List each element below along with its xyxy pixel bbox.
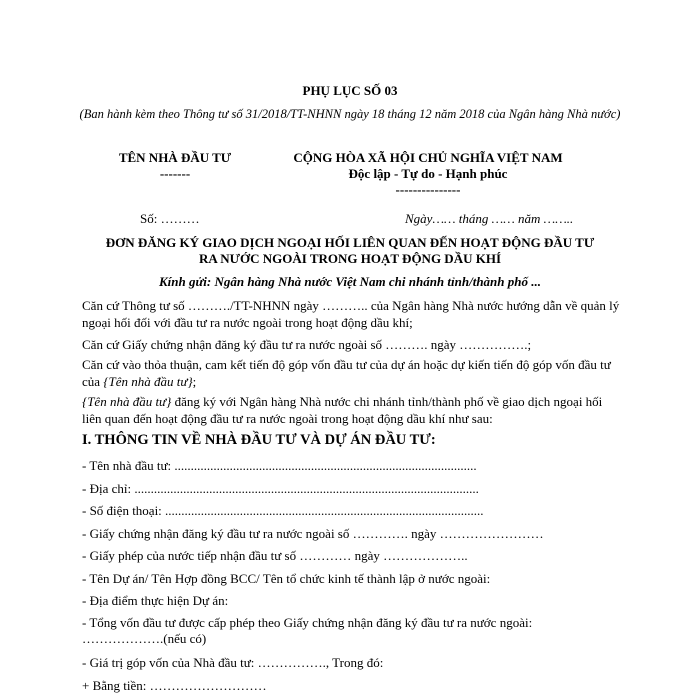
basis-3-end: ; bbox=[192, 374, 197, 389]
investor-name-placeholder: {Tên nhà đầu tư} bbox=[82, 394, 172, 409]
field-cash: + Bằng tiền: ……………………… bbox=[82, 678, 267, 693]
appendix-title: PHỤ LỤC SỐ 03 bbox=[302, 83, 398, 98]
field-contribution: - Giá trị góp vốn của Nhà đầu tư: ……………., Trong đó: bbox=[82, 655, 384, 670]
field-location: - Địa điểm thực hiện Dự án: bbox=[82, 593, 229, 608]
basis-3-text: Căn cứ vào thỏa thuận, cam kết tiến độ góp vốn đầu tư của dự án hoặc dự kiến tiến độ góp vốn đầu tư của bbox=[82, 357, 611, 389]
motto-divider: --------------- bbox=[395, 182, 461, 197]
basis-paragraph-3 bbox=[82, 356, 622, 390]
field-investor-name: - Tên nhà đầu tư: ............................................................................................. bbox=[82, 458, 477, 473]
addressee: Kính gửi: Ngân hàng Nhà nước Việt Nam chi nhánh tỉnh/thành phố ... bbox=[159, 274, 541, 289]
republic-name: CỘNG HÒA XÃ HỘI CHỦ NGHĨA VIỆT NAM bbox=[293, 150, 563, 165]
form-title-line-1: ĐƠN ĐĂNG KÝ GIAO DỊCH NGOẠI HỐI LIÊN QUAN ĐẾN HOẠT ĐỘNG ĐẦU TƯ bbox=[105, 235, 595, 250]
field-investment-certificate: - Giấy chứng nhận đăng ký đầu tư ra nước ngoài số …………. ngày …………………… bbox=[82, 526, 544, 541]
section-1-heading: I. THÔNG TIN VỀ NHÀ ĐẦU TƯ VÀ DỰ ÁN ĐẦU TƯ: bbox=[82, 432, 436, 448]
investor-name-header: TÊN NHÀ ĐẦU TƯ bbox=[118, 150, 232, 165]
field-project-name: - Tên Dự án/ Tên Hợp đồng BCC/ Tên tổ chức kinh tế thành lập ở nước ngoài: bbox=[82, 571, 491, 586]
basis-paragraph-1: Căn cứ Thông tư số ………./TT-NHNN ngày ……….. của Ngân hàng Nhà nước hướng dẫn về quản lý ngoại hối đối với đầu tư ra nước ngoài trong hoạt động dầu khí; bbox=[82, 298, 620, 330]
investor-divider: ------- bbox=[159, 166, 191, 181]
field-total-capital-note: ……………….(nếu có) bbox=[82, 631, 207, 646]
national-motto: Độc lập - Tự do - Hạnh phúc bbox=[348, 166, 508, 181]
field-address: - Địa chỉ: .......................................................................................................... bbox=[82, 481, 479, 496]
basis-paragraph-2: Căn cứ Giấy chứng nhận đăng ký đầu tư ra nước ngoài số ………. ngày …………….; bbox=[82, 337, 532, 352]
field-total-capital: - Tổng vốn đầu tư được cấp phép theo Giấy chứng nhận đăng ký đầu tư ra nước ngoài: bbox=[82, 615, 533, 630]
field-host-license: - Giấy phép của nước tiếp nhận đầu tư số ………… ngày ……………….. bbox=[82, 548, 468, 563]
document-number: Số: ……… bbox=[140, 211, 200, 226]
investor-name-placeholder: {Tên nhà đầu tư} bbox=[103, 374, 193, 389]
registration-text: đăng ký với Ngân hàng Nhà nước chi nhánh tỉnh/thành phố về giao dịch ngoại hối liên quan đến hoạt động đầu tư ra nước ngoài trong hoạt động dầu khí như sau: bbox=[82, 394, 603, 426]
field-phone: - Số điện thoại: .................................................................................................. bbox=[82, 503, 484, 518]
registration-paragraph bbox=[82, 393, 622, 427]
document-date: Ngày…… tháng …… năm …….. bbox=[405, 211, 574, 226]
issued-note: (Ban hành kèm theo Thông tư số 31/2018/TT-NHNN ngày 18 tháng 12 năm 2018 của Ngân hàng Nhà nước) bbox=[79, 107, 621, 121]
form-title-line-2: RA NƯỚC NGOÀI TRONG HOẠT ĐỘNG DẦU KHÍ bbox=[198, 251, 502, 266]
